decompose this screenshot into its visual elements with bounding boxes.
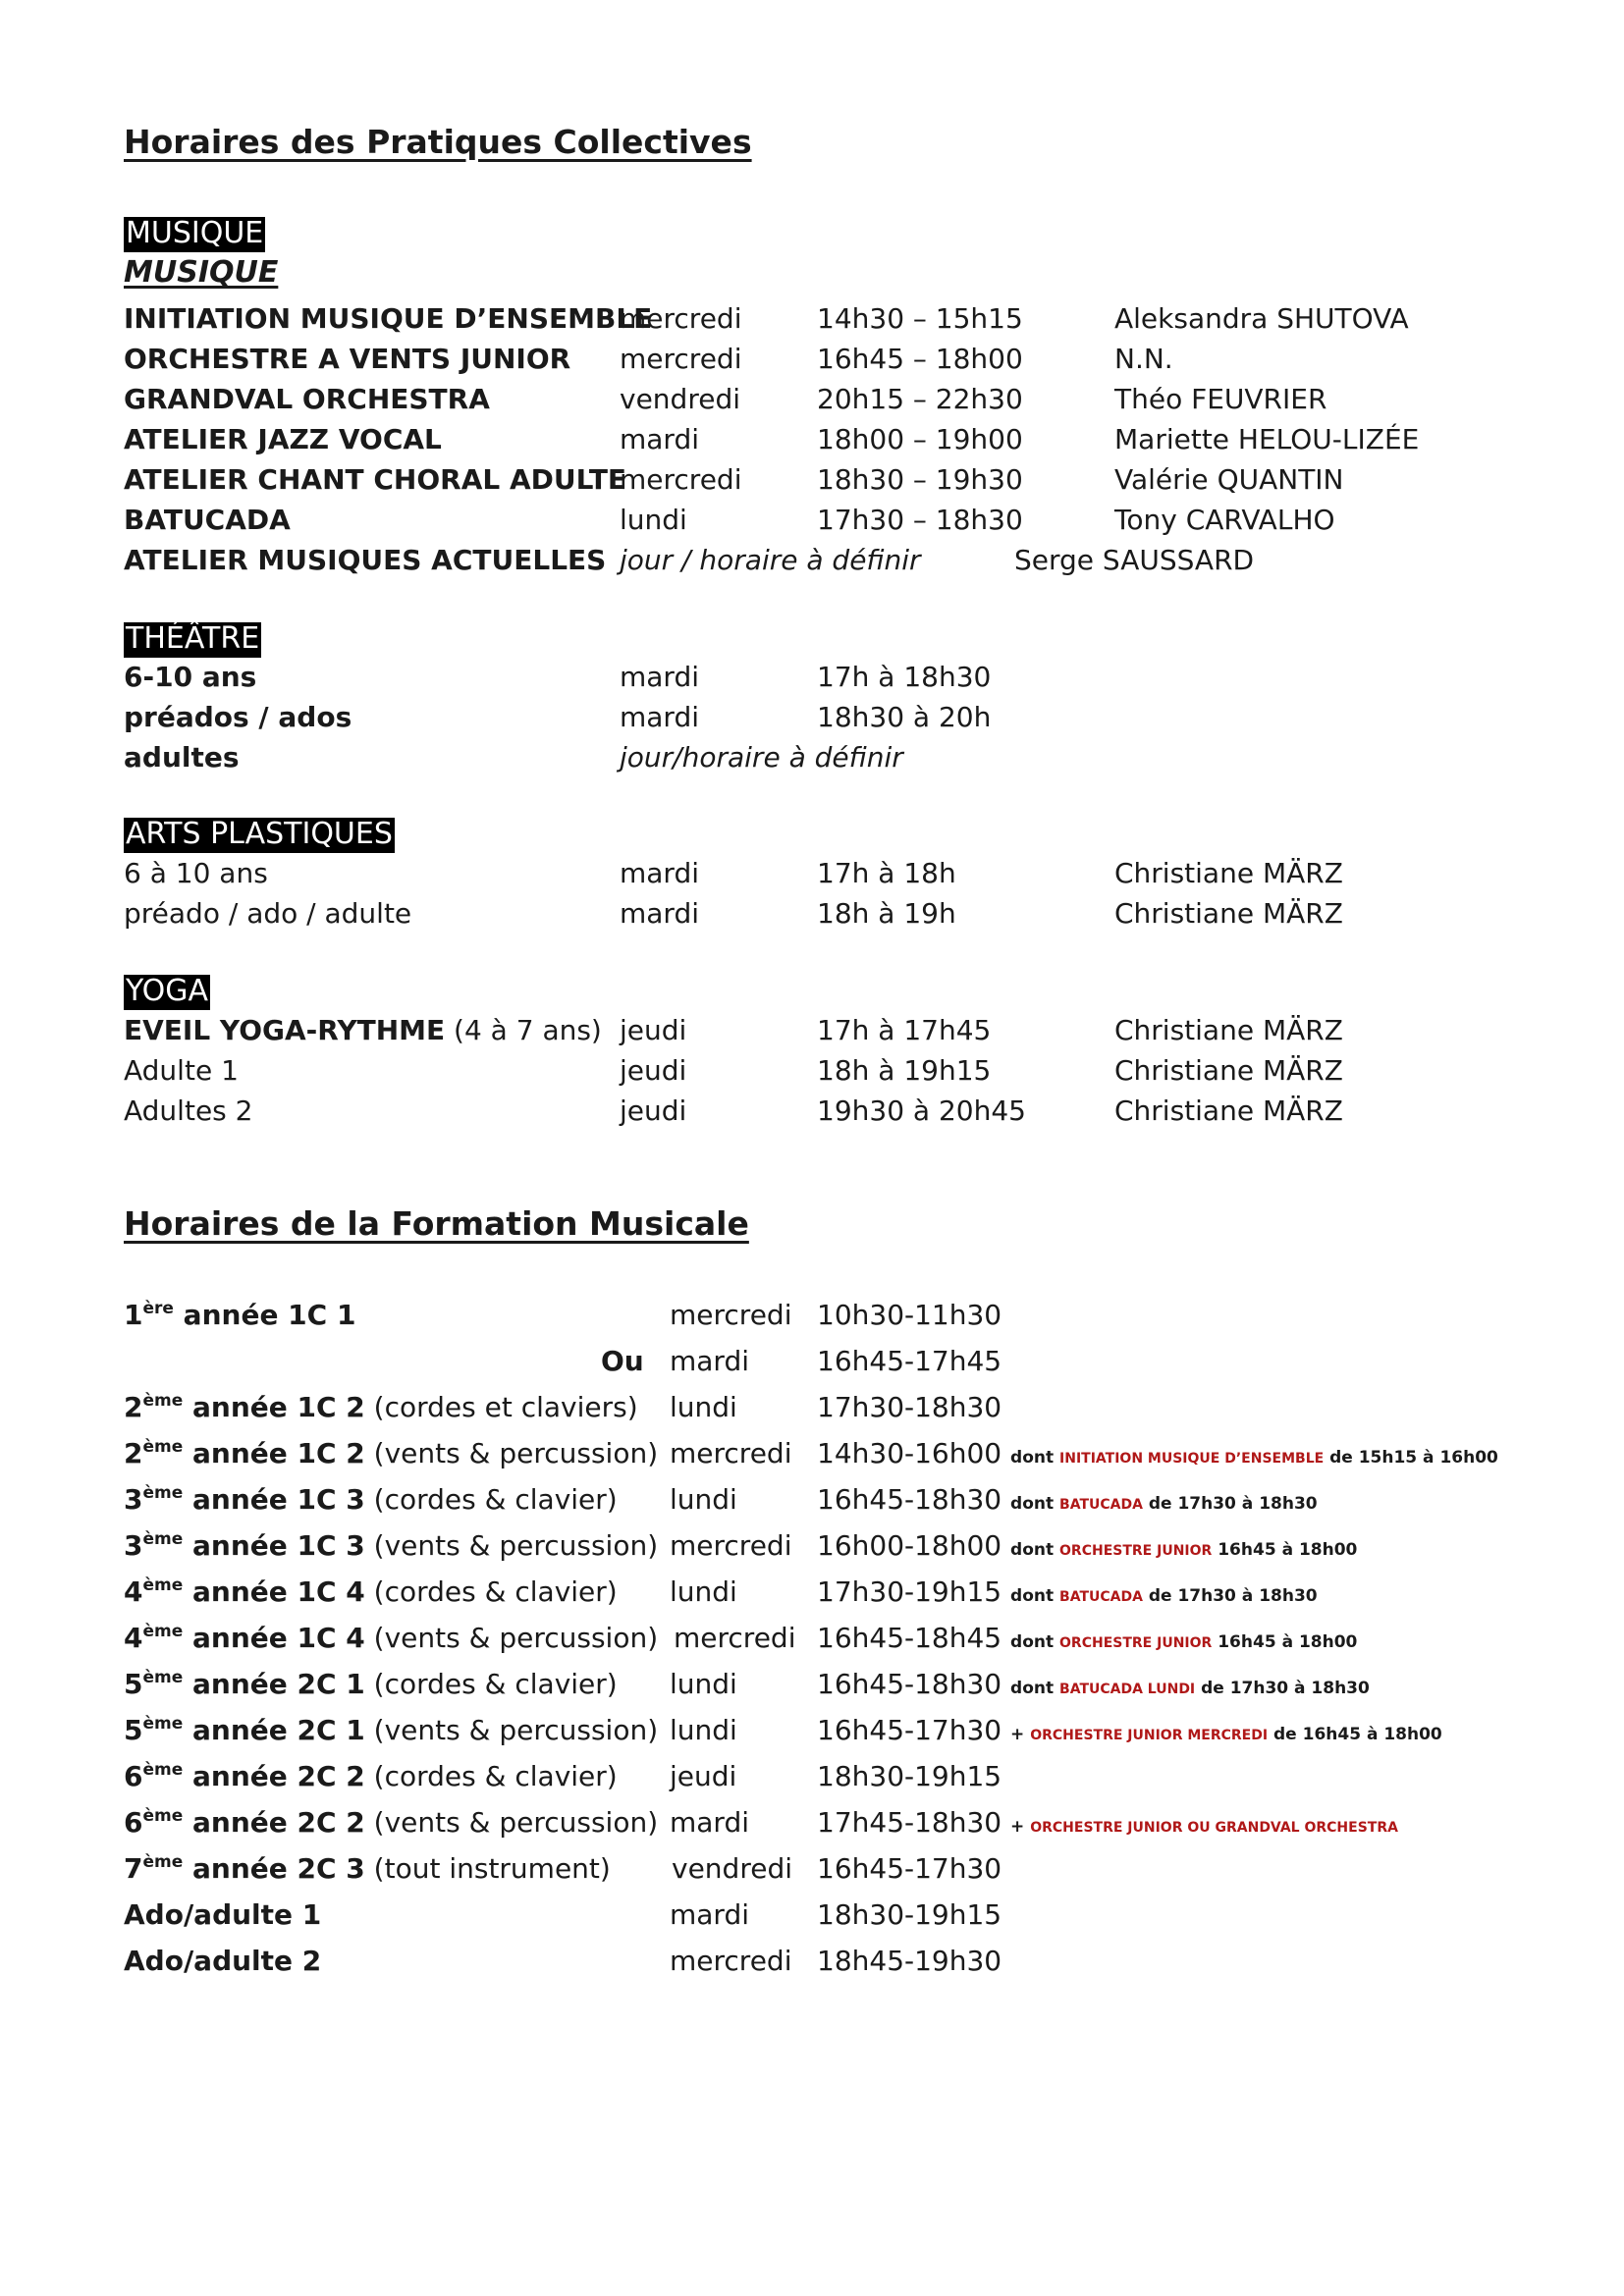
activity-name: GRANDVAL ORCHESTRA	[124, 383, 490, 415]
activity-day: mercredi	[620, 463, 742, 496]
level-label: 6ème année 2C 2 (vents & percussion)	[124, 1806, 659, 1839]
activity-schedule-tbd: jour/horaire à définir	[620, 741, 903, 774]
level-day: mercredi	[670, 1945, 792, 1977]
activity-day: mardi	[620, 897, 700, 930]
level-day: mardi	[670, 1345, 750, 1377]
level-time: 18h30-19h15	[817, 1760, 1002, 1792]
level-time: 14h30-16h00 dont INITIATION MUSIQUE D’ENSEMBLE de 15h15 à 16h00	[817, 1437, 1498, 1469]
subsection-header-musique: MUSIQUE	[124, 255, 279, 290]
activity-name: BATUCADA	[124, 504, 291, 536]
activity-teacher: N.N.	[1114, 343, 1173, 375]
level-day: vendredi	[672, 1852, 792, 1885]
activity-day: vendredi	[620, 383, 740, 415]
level-time: 16h45-18h45 dont ORCHESTRE JUNIOR 16h45 à 18h00	[817, 1622, 1358, 1654]
activity-time: 17h30 – 18h30	[817, 504, 1023, 536]
level-label: 6ème année 2C 2 (cordes & clavier)	[124, 1760, 618, 1792]
level-time: 16h45-17h30	[817, 1852, 1002, 1885]
level-time: 16h45-18h30 dont BATUCADA de 17h30 à 18h30	[817, 1483, 1318, 1516]
activity-time: 18h à 19h15	[817, 1054, 992, 1087]
activity-name: EVEIL YOGA-RYTHME (4 à 7 ans)	[124, 1014, 602, 1046]
collectives-title: Horaires des Pratiques Collectives	[124, 123, 752, 161]
level-day: lundi	[670, 1391, 737, 1423]
activity-name: ATELIER JAZZ VOCAL	[124, 423, 442, 455]
activity-time: 16h45 – 18h00	[817, 343, 1023, 375]
level-label: 4ème année 1C 4 (cordes & clavier)	[124, 1575, 618, 1608]
level-label: 7ème année 2C 3 (tout instrument)	[124, 1852, 611, 1885]
level-time: 17h30-18h30	[817, 1391, 1002, 1423]
level-time: 16h45-17h30 + ORCHESTRE JUNIOR MERCREDI de 16h45 à 18h00	[817, 1714, 1442, 1746]
level-label: 5ème année 2C 1 (vents & percussion)	[124, 1714, 659, 1746]
activity-day: jeudi	[620, 1054, 687, 1087]
activity-time: 19h30 à 20h45	[817, 1095, 1026, 1127]
activity-time: 17h à 18h30	[817, 661, 992, 693]
activity-teacher: Mariette HELOU-LIZÉE	[1114, 423, 1420, 455]
activity-time: 18h à 19h	[817, 897, 956, 930]
level-label: 1ère année 1C 1	[124, 1299, 356, 1331]
activity-day: mardi	[620, 423, 700, 455]
activity-day: mardi	[620, 857, 700, 889]
activity-teacher: Christiane MÄRZ	[1114, 857, 1343, 889]
activity-teacher: Christiane MÄRZ	[1114, 897, 1343, 930]
alternative-label: Ou	[601, 1345, 644, 1377]
level-day: lundi	[670, 1575, 737, 1608]
level-day: mercredi	[670, 1437, 792, 1469]
level-time: 16h45-17h45	[817, 1345, 1002, 1377]
level-time: 16h00-18h00 dont ORCHESTRE JUNIOR 16h45 à 18h00	[817, 1529, 1358, 1562]
activity-name: adultes	[124, 741, 240, 774]
activity-day: lundi	[620, 504, 687, 536]
activity-time: 18h30 à 20h	[817, 701, 992, 733]
level-day: jeudi	[670, 1760, 737, 1792]
activity-time: 17h à 18h	[817, 857, 956, 889]
level-label: 3ème année 1C 3 (cordes & clavier)	[124, 1483, 618, 1516]
activity-name: 6 à 10 ans	[124, 857, 268, 889]
section-header-musique: MUSIQUE	[126, 216, 264, 250]
level-time: 10h30-11h30	[817, 1299, 1002, 1331]
activity-name: préado / ado / adulte	[124, 897, 412, 930]
activity-name: préados / ados	[124, 701, 352, 733]
level-day: lundi	[670, 1714, 737, 1746]
activity-day: mercredi	[620, 302, 742, 335]
level-label: 3ème année 1C 3 (vents & percussion)	[124, 1529, 659, 1562]
activity-time: 18h00 – 19h00	[817, 423, 1023, 455]
section-header-yoga: YOGA	[126, 974, 209, 1008]
section-header-theatre: THÉÂTRE	[126, 621, 260, 656]
level-time: 18h45-19h30	[817, 1945, 1002, 1977]
activity-teacher: Christiane MÄRZ	[1114, 1095, 1343, 1127]
level-label: 4ème année 1C 4 (vents & percussion)	[124, 1622, 659, 1654]
level-label: 2ème année 1C 2 (cordes et claviers)	[124, 1391, 638, 1423]
activity-teacher: Tony CARVALHO	[1114, 504, 1335, 536]
activity-teacher: Aleksandra SHUTOVA	[1114, 302, 1409, 335]
level-time: 16h45-18h30 dont BATUCADA LUNDI de 17h30 à 18h30	[817, 1668, 1370, 1700]
level-day: lundi	[670, 1483, 737, 1516]
activity-name: ATELIER MUSIQUES ACTUELLES	[124, 544, 607, 576]
level-label: Ado/adulte 2	[124, 1945, 322, 1977]
activity-teacher: Valérie QUANTIN	[1114, 463, 1344, 496]
level-day: lundi	[670, 1668, 737, 1700]
activity-day: mardi	[620, 701, 700, 733]
level-label: 2ème année 1C 2 (vents & percussion)	[124, 1437, 659, 1469]
activity-day: mardi	[620, 661, 700, 693]
activity-name: INITIATION MUSIQUE D’ENSEMBLE	[124, 302, 653, 335]
level-time: 17h45-18h30 + ORCHESTRE JUNIOR OU GRANDVAL ORCHESTRA	[817, 1806, 1398, 1839]
level-time: 18h30-19h15	[817, 1898, 1002, 1931]
activity-teacher: Christiane MÄRZ	[1114, 1014, 1343, 1046]
level-day: mercredi	[674, 1622, 796, 1654]
activity-time: 20h15 – 22h30	[817, 383, 1023, 415]
activity-day: jeudi	[620, 1095, 687, 1127]
activity-name: 6-10 ans	[124, 661, 257, 693]
level-time: 17h30-19h15 dont BATUCADA de 17h30 à 18h30	[817, 1575, 1318, 1608]
activity-name: ORCHESTRE A VENTS JUNIOR	[124, 343, 571, 375]
activity-name: ATELIER CHANT CHORAL ADULTE	[124, 463, 627, 496]
formation-title: Horaires de la Formation Musicale	[124, 1204, 749, 1243]
activity-name: Adulte 1	[124, 1054, 239, 1087]
activity-name: Adultes 2	[124, 1095, 253, 1127]
activity-time: 18h30 – 19h30	[817, 463, 1023, 496]
level-label: Ado/adulte 1	[124, 1898, 322, 1931]
activity-teacher: Théo FEUVRIER	[1114, 383, 1327, 415]
section-header-arts-plastiques: ARTS PLASTIQUES	[126, 817, 393, 851]
activity-teacher: Christiane MÄRZ	[1114, 1054, 1343, 1087]
level-day: mardi	[670, 1806, 750, 1839]
level-day: mercredi	[670, 1299, 792, 1331]
level-label: 5ème année 2C 1 (cordes & clavier)	[124, 1668, 618, 1700]
level-day: mardi	[670, 1898, 750, 1931]
activity-day: jeudi	[620, 1014, 687, 1046]
activity-time: 17h à 17h45	[817, 1014, 992, 1046]
activity-time: 14h30 – 15h15	[817, 302, 1023, 335]
activity-teacher: Serge SAUSSARD	[1014, 544, 1255, 576]
activity-schedule-tbd: jour / horaire à définir	[620, 544, 921, 576]
level-day: mercredi	[670, 1529, 792, 1562]
activity-day: mercredi	[620, 343, 742, 375]
